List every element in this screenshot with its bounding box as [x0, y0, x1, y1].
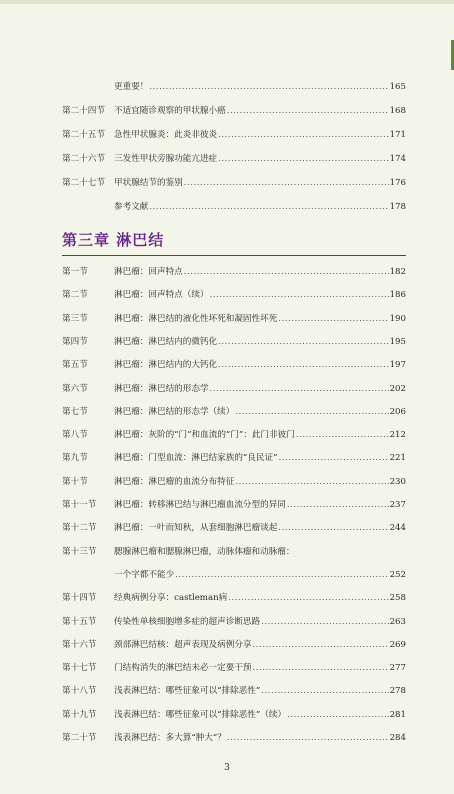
page-ref: 176	[389, 178, 406, 188]
toc-entry[interactable]	[62, 638, 406, 652]
section-title: 淋巴瘤：灰阶的“门”和血流的“门”：此门非彼门	[114, 430, 295, 441]
toc-entry[interactable]	[62, 312, 406, 326]
section-number: 第六节	[62, 383, 88, 394]
page-ref: 190	[389, 313, 406, 324]
toc-entry[interactable]	[62, 358, 406, 372]
section-number: 第十九节	[62, 709, 97, 720]
section-title: 浅表淋巴结：哪些征象可以“排除恶性”	[114, 686, 261, 697]
dot-leader	[296, 428, 389, 442]
section-number: 第十四节	[62, 593, 97, 604]
dot-leader	[253, 661, 389, 675]
chapter-rule	[62, 255, 406, 256]
section-number: 第二十五节	[62, 130, 105, 140]
section-title: 淋巴瘤：淋巴结的形态学	[114, 383, 209, 394]
toc-entry[interactable]	[62, 128, 406, 142]
dot-leader	[261, 615, 388, 629]
section-number: 第十节	[62, 476, 88, 487]
section-title: 淋巴瘤：淋巴结内的微钙化	[114, 336, 218, 347]
toc-entry[interactable]	[62, 288, 406, 302]
dot-leader	[184, 176, 389, 190]
dot-leader	[287, 498, 389, 512]
page-ref: 186	[389, 290, 406, 301]
page-ref: 197	[389, 360, 406, 371]
section-number: 第十八节	[62, 686, 97, 697]
page-ref: 252	[389, 569, 406, 580]
section-title: 三发性甲状旁腺功能亢进症	[114, 154, 218, 164]
page-ref: 244	[389, 523, 406, 534]
section-number: 第十五节	[62, 616, 97, 627]
dot-leader	[227, 731, 389, 745]
section-title: 淋巴瘤：回声特点（续）	[114, 290, 209, 301]
section-title: 淋巴瘤：一叶而知秋，从套细胞淋巴瘤谈起	[114, 523, 278, 534]
page-number: 3	[224, 763, 230, 773]
page-ref: 277	[389, 663, 406, 674]
dot-leader	[184, 265, 389, 279]
section-title: 腮腺淋巴瘤和腮腺淋巴瘤，动脉体瘤和动脉瘤：	[114, 546, 295, 557]
section-number: 第十六节	[62, 639, 97, 650]
top-rule	[0, 0, 454, 4]
dot-leader	[218, 152, 388, 166]
dot-leader	[278, 451, 388, 465]
section-number: 第八节	[62, 430, 88, 441]
dot-leader	[210, 288, 389, 302]
chapter-title: 第三章 淋巴结	[62, 231, 165, 249]
page-ref: 230	[389, 476, 406, 487]
section-number: 第三节	[62, 313, 88, 324]
page-ref: 258	[389, 593, 406, 604]
section-title: 急性甲状腺炎：此炎非彼炎	[114, 130, 218, 140]
section-number: 第十一节	[62, 500, 97, 510]
page-ref: 178	[389, 202, 406, 212]
dot-leader	[235, 475, 388, 489]
section-title: 一个字都不能少	[114, 569, 175, 580]
toc-entry[interactable]	[62, 475, 406, 489]
dot-leader	[278, 312, 388, 326]
toc-entry[interactable]	[62, 176, 406, 190]
toc-entry[interactable]	[62, 708, 406, 722]
section-title: 不适宜随诊观察的甲状腺小癌	[114, 106, 226, 116]
page-ref: 221	[389, 453, 406, 464]
toc-entry[interactable]	[62, 80, 406, 94]
section-number: 第一节	[62, 267, 88, 277]
dot-leader	[261, 684, 388, 698]
dot-leader	[218, 358, 388, 372]
toc-entry[interactable]	[62, 545, 406, 559]
section-title: 甲状腺结节的鉴别	[114, 178, 183, 188]
page-ref: 174	[389, 154, 406, 164]
page-ref: 206	[389, 406, 406, 417]
page-ref: 263	[389, 616, 406, 627]
page-ref: 165	[389, 82, 406, 92]
toc-entry[interactable]	[62, 104, 406, 118]
dot-leader	[227, 104, 389, 118]
dot-leader	[218, 335, 388, 349]
section-title: 淋巴瘤：淋巴瘤的血流分布特征	[114, 476, 235, 487]
section-number: 第五节	[62, 360, 88, 371]
section-title: 淋巴瘤：淋巴结的形态学（续）	[114, 406, 235, 417]
dot-leader	[278, 521, 388, 535]
page-ref: 212	[389, 430, 406, 441]
toc-entry[interactable]	[62, 591, 406, 605]
page-ref: 284	[389, 733, 406, 743]
section-title: 淋巴瘤：淋巴结内的大钙化	[114, 360, 218, 371]
dot-leader	[235, 405, 388, 419]
toc-entry[interactable]	[62, 382, 406, 396]
section-number: 第九节	[62, 453, 88, 464]
page-ref: 171	[389, 130, 406, 140]
dot-leader	[149, 200, 388, 214]
dot-leader	[287, 708, 389, 722]
section-title: 淋巴瘤：淋巴结的液化性坏死和凝固性坏死	[114, 313, 278, 324]
page-ref: 202	[389, 383, 406, 394]
toc-entry[interactable]	[62, 661, 406, 675]
page-ref: 195	[389, 336, 406, 347]
section-number: 第二十四节	[62, 106, 105, 116]
toc-entry[interactable]	[62, 451, 406, 465]
toc-entry[interactable]	[62, 568, 406, 582]
section-title: 传染性单核细胞增多症的超声诊断思路	[114, 616, 261, 627]
dot-leader	[210, 382, 389, 396]
toc-entry[interactable]	[62, 265, 406, 279]
section-title: 颈部淋巴结核：超声表现及病例分享	[114, 639, 252, 650]
toc-entry[interactable]	[62, 615, 406, 629]
section-number: 第二十节	[62, 733, 97, 743]
page-ref: 237	[389, 500, 406, 510]
section-title: 更重要！	[114, 82, 149, 92]
toc-entry[interactable]	[62, 200, 406, 214]
section-number: 第七节	[62, 406, 88, 417]
section-title: 淋巴瘤：转移淋巴结与淋巴瘤血流分型的异同	[114, 500, 286, 510]
toc-entry[interactable]	[62, 335, 406, 349]
page-ref: 281	[389, 709, 406, 720]
section-number: 第二十六节	[62, 154, 105, 164]
page-ref: 269	[389, 639, 406, 650]
dot-leader	[253, 638, 389, 652]
section-title: 参考文献	[114, 202, 149, 212]
chapter-heading	[62, 229, 406, 250]
toc-entry[interactable]	[62, 152, 406, 166]
page-ref: 168	[389, 106, 406, 116]
section-number: 第十三节	[62, 546, 97, 557]
section-number: 第十二节	[62, 523, 97, 534]
toc-entry[interactable]	[62, 521, 406, 535]
dot-leader	[218, 128, 388, 142]
section-number: 第十七节	[62, 663, 97, 674]
toc-entry[interactable]	[62, 405, 406, 419]
page-ref: 278	[389, 686, 406, 697]
section-title: 经典病例分享：castleman病	[114, 593, 228, 604]
dot-leader	[228, 591, 388, 605]
section-number: 第二节	[62, 290, 88, 301]
toc-entry[interactable]	[62, 428, 406, 442]
section-number: 第四节	[62, 336, 88, 347]
toc-entry[interactable]	[62, 684, 406, 698]
section-number: 第二十七节	[62, 178, 105, 188]
page-ref: 182	[389, 267, 406, 277]
toc-entry[interactable]	[62, 498, 406, 512]
section-title: 淋巴瘤：回声特点	[114, 267, 183, 277]
section-title: 门结构消失的淋巴结未必一定要干预	[114, 663, 252, 674]
dot-leader	[175, 568, 388, 582]
dot-leader	[149, 80, 388, 94]
toc-entry[interactable]	[62, 731, 406, 745]
section-title: 浅表淋巴结：多大算“肿大”？	[114, 733, 226, 743]
section-title: 浅表淋巴结：哪些征象可以“排除恶性”（续）	[114, 709, 287, 720]
section-title: 淋巴瘤：门型血流：淋巴结家族的“良民证”	[114, 453, 278, 464]
